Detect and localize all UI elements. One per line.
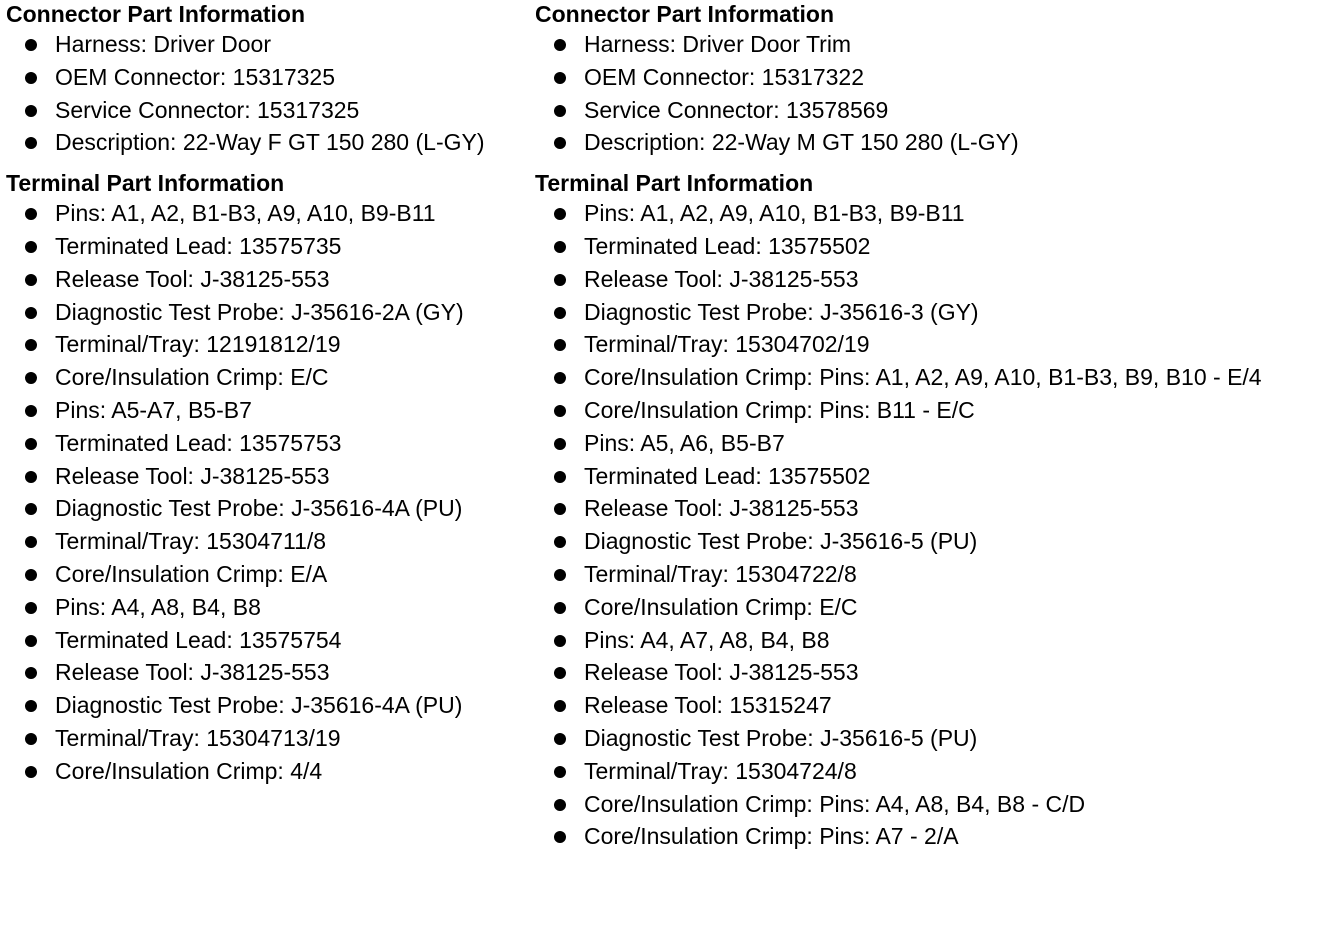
list-item-text: Core/Insulation Crimp: Pins: A1, A2, A9, A10, B1-B3, B9, B10 - E/4 [584, 364, 1262, 391]
bullet-icon [25, 307, 37, 319]
list-item-text: Pins: A4, A8, B4, B8 [55, 593, 261, 620]
list-item-text: Description: 22-Way M GT 150 280 (L-GY) [584, 129, 1019, 156]
list-item [6, 61, 532, 94]
list-item [535, 624, 1340, 657]
list-item-text: Terminal/Tray: 15304722/8 [584, 560, 857, 587]
bullet-icon [554, 274, 566, 286]
terminal-group-3 [6, 591, 532, 788]
list-item [6, 492, 532, 525]
list-item-text: Core/Insulation Crimp: Pins: A4, A8, B4, B8 - C/D [584, 790, 1086, 817]
bullet-icon [554, 503, 566, 515]
bullet-icon [554, 471, 566, 483]
bullet-icon [25, 733, 37, 745]
list-item-text: Diagnostic Test Probe: J-35616-5 (PU) [584, 724, 978, 751]
list-item [6, 197, 532, 230]
list-item [535, 328, 1340, 361]
bullet-icon [554, 307, 566, 319]
list-item [6, 755, 532, 788]
bullet-icon [25, 39, 37, 51]
list-item-text: Service Connector: 15317325 [55, 96, 360, 123]
list-item [535, 361, 1340, 394]
list-item [535, 61, 1340, 94]
list-item-text: Harness: Driver Door Trim [584, 31, 852, 57]
connector-info-list [535, 28, 1340, 159]
bullet-icon [554, 536, 566, 548]
list-item-text: Diagnostic Test Probe: J-35616-5 (PU) [584, 528, 978, 555]
bullet-icon [554, 39, 566, 51]
list-item [535, 394, 1340, 427]
bullet-icon [25, 405, 37, 417]
list-item-text: Release Tool: J-38125-553 [55, 659, 330, 686]
list-item-text: Terminal/Tray: 15304724/8 [584, 757, 857, 784]
list-item [6, 328, 532, 361]
list-item [535, 296, 1340, 329]
list-item [535, 263, 1340, 296]
terminal-heading: Terminal Part Information [535, 170, 814, 197]
list-item [6, 296, 532, 329]
terminal-group-2 [6, 394, 532, 591]
bullet-icon [554, 700, 566, 712]
list-item-text: Pins: A1, A2, A9, A10, B1-B3, B9-B11 [584, 200, 965, 227]
left-connector-column [6, 0, 532, 788]
list-item [535, 492, 1340, 525]
bullet-icon [554, 137, 566, 149]
list-item [6, 722, 532, 755]
terminal-heading: Terminal Part Information [6, 170, 285, 197]
list-item [6, 263, 532, 296]
list-item-text: Terminal/Tray: 15304713/19 [55, 724, 341, 751]
bullet-icon [25, 569, 37, 581]
list-item-text: Release Tool: J-38125-553 [584, 495, 859, 522]
list-item [6, 624, 532, 657]
list-item-text: Terminal/Tray: 15304711/8 [55, 528, 327, 555]
bullet-icon [554, 438, 566, 450]
bullet-icon [25, 241, 37, 253]
list-item [535, 689, 1340, 722]
bullet-icon [554, 208, 566, 220]
list-item-text: Harness: Driver Door [55, 31, 271, 57]
list-item-text: Core/Insulation Crimp: E/C [584, 593, 858, 620]
list-item-text: Core/Insulation Crimp: Pins: B11 - E/C [584, 396, 975, 423]
bullet-icon [25, 274, 37, 286]
bullet-icon [554, 339, 566, 351]
connector-heading: Connector Part Information [535, 1, 835, 27]
list-item-text: Diagnostic Test Probe: J-35616-4A (PU) [55, 495, 463, 522]
bullet-icon [25, 635, 37, 647]
list-item [535, 525, 1340, 558]
bullet-icon [554, 372, 566, 384]
list-item-text: Pins: A5, A6, B5-B7 [584, 429, 785, 456]
bullet-icon [25, 700, 37, 712]
bullet-icon [554, 733, 566, 745]
connector-info-list [6, 28, 532, 159]
list-item-text: Core/Insulation Crimp: E/C [55, 364, 329, 391]
bullet-icon [25, 372, 37, 384]
list-item-text: Release Tool: J-38125-553 [584, 265, 859, 292]
list-item-text: Release Tool: 15315247 [584, 692, 832, 719]
bullet-icon [25, 667, 37, 679]
bullet-icon [554, 635, 566, 647]
bullet-icon [25, 471, 37, 483]
list-item-text: Pins: A5-A7, B5-B7 [55, 396, 252, 423]
list-item [6, 230, 532, 263]
list-item [535, 788, 1340, 821]
bullet-icon [554, 667, 566, 679]
bullet-icon [25, 438, 37, 450]
list-item-text: OEM Connector: 15317325 [55, 63, 336, 90]
list-item [6, 394, 532, 427]
list-item [535, 755, 1340, 788]
list-item-text: Terminated Lead: 13575753 [55, 429, 342, 456]
list-item [6, 525, 532, 558]
list-item [6, 126, 532, 159]
bullet-icon [554, 405, 566, 417]
list-item [535, 591, 1340, 624]
list-item [535, 427, 1340, 460]
list-item-text: Terminated Lead: 13575502 [584, 462, 871, 489]
list-item [535, 460, 1340, 493]
list-item-text: Terminated Lead: 13575735 [55, 232, 342, 259]
list-item [535, 94, 1340, 127]
bullet-icon [554, 105, 566, 117]
list-item-text: Terminated Lead: 13575754 [55, 626, 342, 653]
bullet-icon [25, 602, 37, 614]
bullet-icon [554, 799, 566, 811]
bullet-icon [554, 72, 566, 84]
terminal-group-1 [535, 197, 1340, 427]
connector-heading: Connector Part Information [6, 1, 306, 27]
list-item [6, 460, 532, 493]
list-item-text: Pins: A4, A7, A8, B4, B8 [584, 626, 830, 653]
list-item [6, 427, 532, 460]
bullet-icon [554, 241, 566, 253]
bullet-icon [25, 208, 37, 220]
list-item-text: Terminal/Tray: 12191812/19 [55, 331, 341, 358]
list-item-text: Release Tool: J-38125-553 [55, 462, 330, 489]
bullet-icon [554, 569, 566, 581]
bullet-icon [25, 137, 37, 149]
list-item [535, 126, 1340, 159]
list-item-text: Core/Insulation Crimp: Pins: A7 - 2/A [584, 823, 959, 850]
right-connector-column [535, 0, 1340, 853]
list-item-text: Pins: A1, A2, B1-B3, A9, A10, B9-B11 [55, 200, 436, 227]
list-item [535, 197, 1340, 230]
list-item-text: Release Tool: J-38125-553 [584, 659, 859, 686]
list-item [6, 94, 532, 127]
list-item [535, 722, 1340, 755]
terminal-group-3 [535, 624, 1340, 854]
list-item-text: Diagnostic Test Probe: J-35616-2A (GY) [55, 298, 464, 325]
list-item-text: Description: 22-Way F GT 150 280 (L-GY) [55, 129, 485, 156]
list-item [6, 361, 532, 394]
bullet-icon [25, 105, 37, 117]
list-item-text: OEM Connector: 15317322 [584, 63, 865, 90]
list-item [6, 558, 532, 591]
list-item [535, 820, 1340, 853]
list-item-text: Terminated Lead: 13575502 [584, 232, 871, 259]
bullet-icon [25, 72, 37, 84]
list-item [535, 28, 1340, 61]
list-item [6, 689, 532, 722]
bullet-icon [554, 766, 566, 778]
list-item-text: Release Tool: J-38125-553 [55, 265, 330, 292]
bullet-icon [25, 339, 37, 351]
list-item-text: Diagnostic Test Probe: J-35616-3 (GY) [584, 298, 979, 325]
list-item-text: Diagnostic Test Probe: J-35616-4A (PU) [55, 692, 463, 719]
list-item [535, 656, 1340, 689]
bullet-icon [554, 831, 566, 843]
terminal-group-2 [535, 427, 1340, 624]
list-item-text: Core/Insulation Crimp: 4/4 [55, 757, 323, 784]
list-item [6, 591, 532, 624]
bullet-icon [554, 602, 566, 614]
list-item-text: Service Connector: 13578569 [584, 96, 889, 123]
bullet-icon [25, 766, 37, 778]
terminal-group-1 [6, 197, 532, 394]
list-item [6, 656, 532, 689]
bullet-icon [25, 536, 37, 548]
bullet-icon [25, 503, 37, 515]
list-item [535, 558, 1340, 591]
list-item-text: Core/Insulation Crimp: E/A [55, 560, 328, 587]
list-item-text: Terminal/Tray: 15304702/19 [584, 331, 870, 358]
list-item [535, 230, 1340, 263]
list-item [6, 28, 532, 61]
